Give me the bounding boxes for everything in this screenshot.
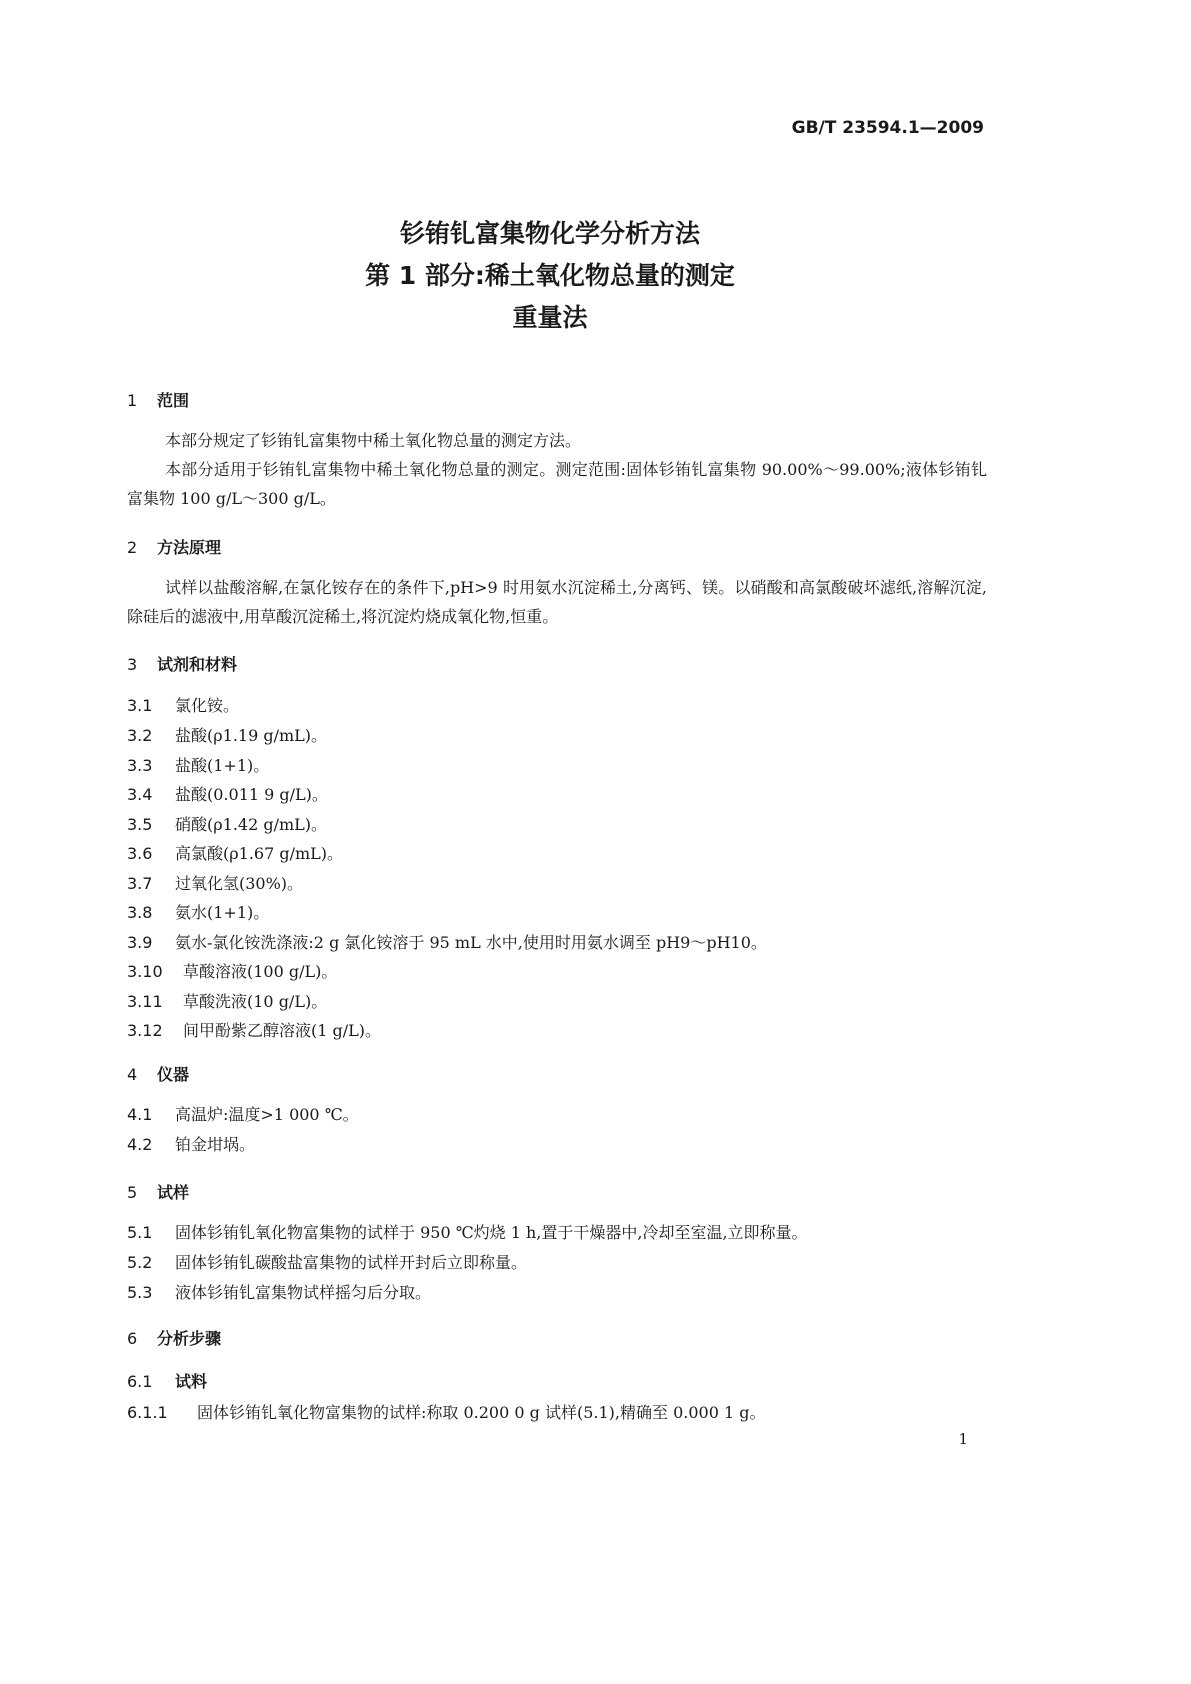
- reagent-item: 3.4 盐酸(0.011 9 g/L)。: [127, 785, 328, 804]
- scope-body: [127, 426, 987, 513]
- section-title: 分析步骤: [157, 1329, 222, 1348]
- sample-item: 5.3 液体钐铕钆富集物试样摇匀后分取。: [127, 1283, 432, 1302]
- subsection-number: 6.1: [127, 1372, 153, 1391]
- principle-body: [127, 573, 987, 631]
- paragraph: 本部分规定了钐铕钆富集物中稀土氧化物总量的测定方法。: [165, 431, 582, 450]
- section-number: 1: [127, 391, 138, 410]
- section-title: 方法原理: [157, 538, 222, 557]
- reagent-item: 3.1 氯化铵。: [127, 696, 240, 715]
- reagent-item: 3.9 氨水-氯化铵洗涤液:2 g 氯化铵溶于 95 mL 水中,使用时用氨水调至 pH9～pH10。: [127, 933, 767, 952]
- reagent-item: 3.10 草酸溶液(100 g/L)。: [127, 962, 338, 981]
- reagent-item: 3.12 间甲酚紫乙醇溶液(1 g/L)。: [127, 1021, 382, 1040]
- section-heading-scope: [127, 388, 189, 411]
- section-heading-reagents: [127, 652, 237, 675]
- section-title: 仪器: [157, 1065, 190, 1084]
- reagent-item: 3.11 草酸洗液(10 g/L)。: [127, 992, 328, 1011]
- section-title: 试剂和材料: [157, 655, 238, 674]
- reagent-item: 3.6 高氯酸(ρ1.67 g/mL)。: [127, 844, 344, 863]
- reagent-item: 3.2 盐酸(ρ1.19 g/mL)。: [127, 726, 328, 745]
- paragraph: 试样以盐酸溶解,在氯化铵存在的条件下,pH>9 时用氨水沉淀稀土,分离钙、镁。以硝酸和高氯酸破坏滤纸,溶解沉淀,除硅后的滤液中,用草酸沉淀稀土,将沉淀灼烧成氧化物,恒重。: [127, 578, 987, 626]
- section-number: 5: [127, 1183, 138, 1202]
- reagent-item: 3.3 盐酸(1+1)。: [127, 756, 270, 775]
- section-heading-procedure: [127, 1326, 221, 1349]
- procedure-item: 6.1.1 固体钐铕钆氧化物富集物的试样:称取 0.200 0 g 试样(5.1),精确至 0.000 1 g。: [127, 1403, 766, 1422]
- subsection-heading-test-portion: [127, 1369, 207, 1392]
- section-heading-apparatus: [127, 1062, 189, 1085]
- section-number: 4: [127, 1065, 138, 1084]
- subsection-title: 试料: [175, 1372, 208, 1391]
- section-number: 2: [127, 538, 138, 557]
- section-number: 3: [127, 655, 138, 674]
- section-title: 范围: [157, 391, 190, 410]
- paragraph: 本部分适用于钐铕钆富集物中稀土氧化物总量的测定。测定范围:固体钐铕钆富集物 90.00%～99.00%;液体钐铕钆富集物 100 g/L～300 g/L。: [127, 460, 987, 508]
- section-title: 试样: [157, 1183, 190, 1202]
- sample-item: 5.1 固体钐铕钆氧化物富集物的试样于 950 ℃灼烧 1 h,置于干燥器中,冷却至室温,立即称量。: [127, 1223, 808, 1242]
- reagent-item: 3.8 氨水(1+1)。: [127, 903, 270, 922]
- section-number: 6: [127, 1329, 138, 1348]
- document-title-line3: 重量法: [512, 303, 588, 332]
- section-heading-principle: [127, 535, 221, 558]
- document-title-line2: 第 1 部分:稀土氧化物总量的测定: [365, 261, 735, 290]
- sample-item: 5.2 固体钐铕钆碳酸盐富集物的试样开封后立即称量。: [127, 1253, 528, 1272]
- reagent-item: 3.7 过氧化氢(30%)。: [127, 874, 304, 893]
- reagent-item: 3.5 硝酸(ρ1.42 g/mL)。: [127, 815, 328, 834]
- document-title-line1: 钐铕钆富集物化学分析方法: [399, 219, 700, 248]
- apparatus-item: 4.1 高温炉:温度>1 000 ℃。: [127, 1105, 359, 1124]
- section-heading-sample: [127, 1180, 189, 1203]
- apparatus-item: 4.2 铂金坩埚。: [127, 1135, 256, 1154]
- page-number: 1: [958, 1430, 968, 1448]
- standard-number: GB/T 23594.1—2009: [791, 118, 984, 138]
